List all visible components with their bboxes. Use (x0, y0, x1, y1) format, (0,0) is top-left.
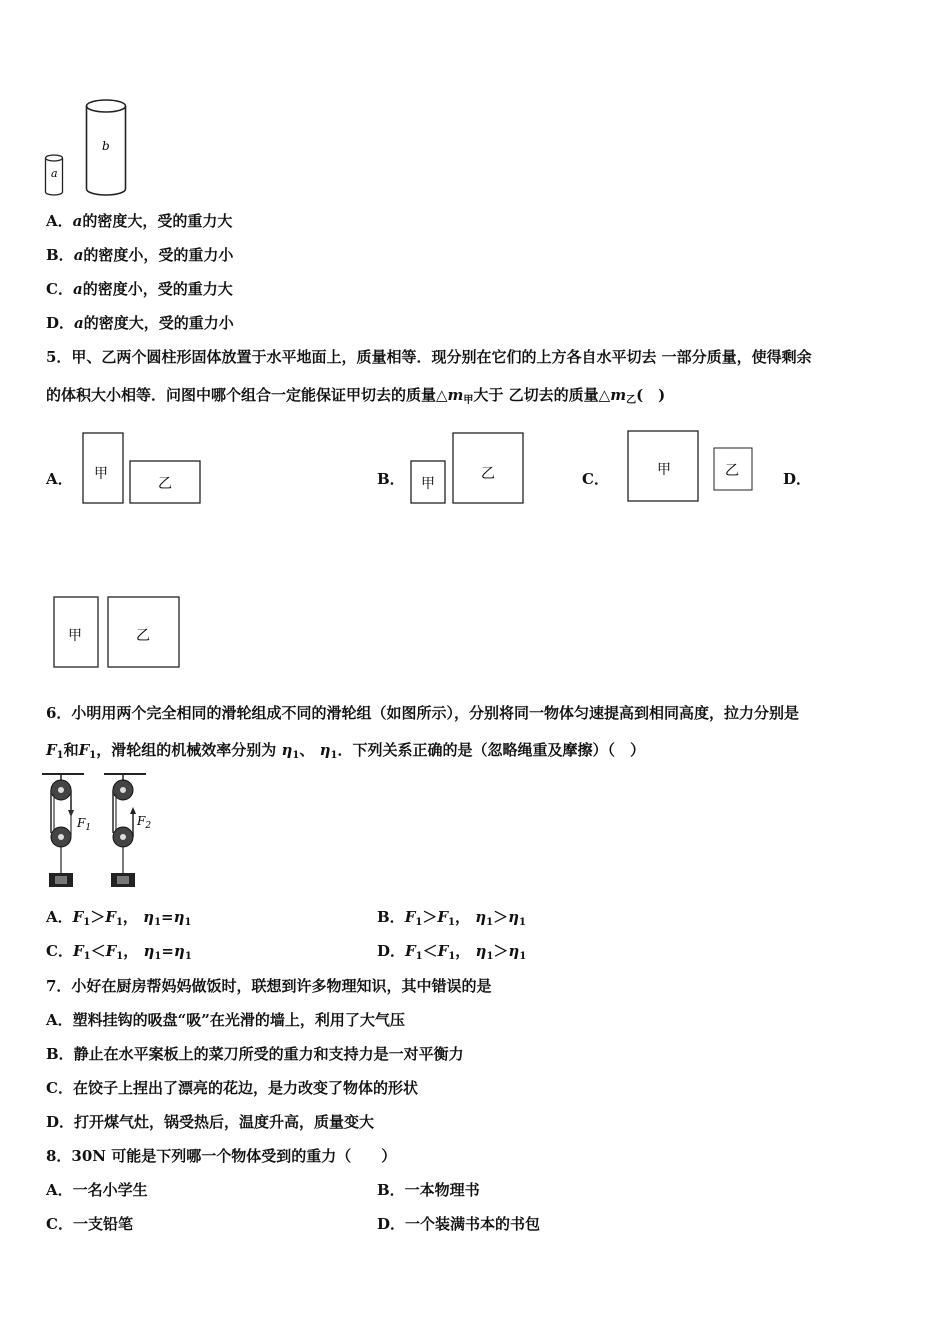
label-jia: 甲 (94, 466, 108, 482)
q8-option-b[interactable]: B．一本物理书 (377, 1181, 480, 1199)
pulley-figure (40, 770, 170, 892)
q4-option-c[interactable]: C．a的密度小，受的重力大 (46, 280, 233, 298)
pulley-system-1 (49, 774, 74, 887)
label-yi: 乙 (136, 628, 150, 644)
q8-option-c[interactable]: C．一支铅笔 (46, 1215, 133, 1233)
q5-figure-d (51, 594, 185, 672)
pulley-system-2 (111, 774, 136, 887)
q5-figure-c (625, 428, 757, 506)
q5-figure-a (80, 430, 204, 508)
q8-option-a[interactable]: A．一名小学生 (46, 1181, 148, 1199)
q8-option-d[interactable]: D．一个装满书本的书包 (377, 1215, 541, 1233)
q6-option-d[interactable]: D．$F_1<F_1$， $\eta_1>\eta_1$ (377, 942, 527, 962)
label-yi: 乙 (725, 463, 739, 479)
q4-option-a[interactable]: A．a的密度大，受的重力大 (46, 212, 233, 230)
q5-option-c[interactable]: C． (582, 470, 609, 488)
q5-option-a[interactable]: A． (46, 470, 73, 488)
q6-stem-line2: $F_1$和$F_1$，滑轮组的机械效率分别为 $\eta_1$、 $\eta_1$．下列关系正确的是（忽略绳重及摩擦）（ ） (46, 741, 646, 761)
q6-option-c[interactable]: C．$F_1<F_1$， $\eta_1=\eta_1$ (46, 942, 192, 962)
q5-option-d[interactable]: D． (783, 470, 812, 488)
q7-stem: 7．小好在厨房帮妈妈做饭时，联想到许多物理知识，其中错误的是 (46, 977, 492, 995)
label-jia: 甲 (657, 462, 671, 478)
q5-option-b[interactable]: B． (377, 470, 405, 488)
q5-figure-b (408, 430, 528, 508)
cylinder-b-label: b (102, 139, 110, 153)
q6-option-a[interactable]: A．$F_1>F_1$， $\eta_1=\eta_1$ (46, 908, 192, 928)
q7-option-a[interactable]: A．塑料挂钩的吸盘“吸”在光滑的墙上，利用了大气压 (46, 1011, 405, 1029)
label-yi: 乙 (158, 476, 172, 492)
label-yi: 乙 (481, 466, 495, 482)
q5-stem-line2: 的体积大小相等．问图中哪个组合一定能保证甲切去的质量$\triangle m_甲$大于 乙切去的质量$\triangle m_乙$( ) (46, 386, 666, 406)
cylinder-a-label: a (51, 167, 58, 180)
q6-option-b[interactable]: B．$F_1>F_1$， $\eta_1>\eta_1$ (377, 908, 526, 928)
q4-option-d[interactable]: D．a的密度大，受的重力小 (46, 314, 234, 332)
q8-stem: 8．30N 可能是下列哪一个物体受到的重力（ ） (46, 1147, 397, 1165)
q7-option-d[interactable]: D．打开煤气灶，锅受热后，温度升高，质量变大 (46, 1113, 375, 1131)
q6-stem-line1: 6．小明用两个完全相同的滑轮组成不同的滑轮组（如图所示），分别将同一物体匀速提高到相同高度，拉力分别是 (46, 704, 799, 722)
label-jia: 甲 (68, 628, 82, 644)
cylinders-figure (40, 95, 140, 199)
force-label-f1: $F_1$ (77, 816, 92, 833)
q7-option-b[interactable]: B．静止在水平案板上的菜刀所受的重力和支持力是一对平衡力 (46, 1045, 464, 1063)
force-label-f2: $F_2$ (137, 814, 152, 831)
q7-option-c[interactable]: C．在饺子上捏出了漂亮的花边，是力改变了物体的形状 (46, 1079, 418, 1097)
label-jia: 甲 (421, 476, 435, 492)
q4-option-b[interactable]: B．a的密度小，受的重力小 (46, 246, 234, 264)
q5-stem-line1: 5．甲、乙两个圆柱形固体放置于水平地面上，质量相等．现分别在它们的上方各自水平切去 一部分质量，使得剩余 (46, 348, 812, 366)
